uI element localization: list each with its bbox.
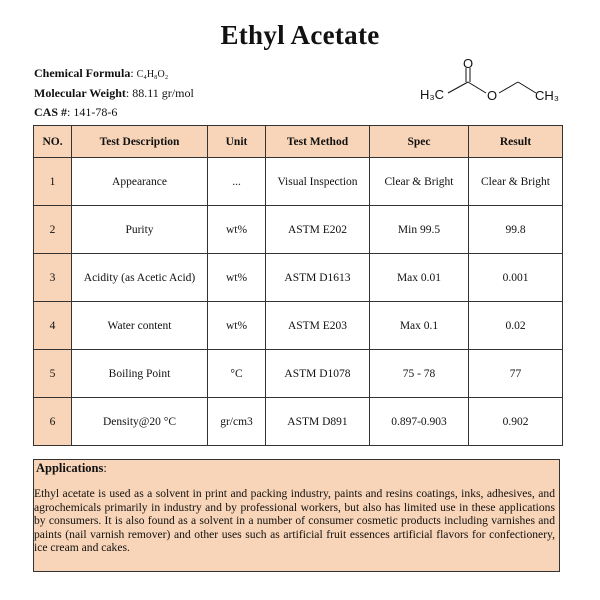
molecular-weight-value: 88.11 gr/mol xyxy=(132,86,194,100)
cell-description: Water content xyxy=(72,302,208,350)
cell-no: 2 xyxy=(34,206,72,254)
cell-description: Purity xyxy=(72,206,208,254)
spec-table xyxy=(33,125,563,446)
header-result: Result xyxy=(469,126,563,158)
applications-box xyxy=(33,459,560,572)
structural-formula xyxy=(418,58,568,108)
cell-unit: wt% xyxy=(208,254,266,302)
formula-value: C₄H₈O₂ xyxy=(136,69,169,80)
bond-line xyxy=(499,82,518,93)
table-row xyxy=(34,398,563,446)
applications-heading: Applications: xyxy=(36,461,107,475)
table-row xyxy=(34,302,563,350)
cell-no: 6 xyxy=(34,398,72,446)
bond-line xyxy=(518,82,536,93)
cas-value: 141-78-6 xyxy=(73,105,118,119)
table-row xyxy=(34,254,563,302)
cell-method: ASTM D1613 xyxy=(266,254,370,302)
table-row xyxy=(34,206,563,254)
cell-spec: 75 - 78 xyxy=(370,350,469,398)
header-unit: Unit xyxy=(208,126,266,158)
formula-row: Chemical Formula: C₄H₈O₂ xyxy=(34,66,169,80)
cell-method: ASTM D891 xyxy=(266,398,370,446)
applications-text: Ethyl acetate is used as a solvent in print and packing industry, paints and resins coatings, inks, adhesives, and agrochemicals primarily in industry and by professional workers, but also has limited use in these applications by consumers. It is also found as a solvent in a number of consumer cosmetic products including varnishes and paints (nail varnish remover) and other uses such as artificial fruit essences artificial flavors for confectionery, ice cream and cakes. xyxy=(34,487,555,555)
cell-no: 5 xyxy=(34,350,72,398)
cell-result: 0.902 xyxy=(469,398,563,446)
header-no: NO. xyxy=(34,126,72,158)
cell-method: Visual Inspection xyxy=(266,158,370,206)
cell-result: 77 xyxy=(469,350,563,398)
ester-oxygen-label: O xyxy=(487,88,498,103)
methyl-right-label: CH₃ xyxy=(535,88,560,103)
cell-description: Boiling Point xyxy=(72,350,208,398)
carbonyl-oxygen-label: O xyxy=(463,58,474,71)
cell-description: Density@20 °C xyxy=(72,398,208,446)
cell-unit: gr/cm3 xyxy=(208,398,266,446)
cas-label: CAS # xyxy=(34,105,68,119)
molecular-weight-row: Molecular Weight: 88.11 gr/mol xyxy=(34,86,194,100)
cell-method: ASTM E202 xyxy=(266,206,370,254)
molecular-weight-label: Molecular Weight xyxy=(34,86,126,100)
cell-method: ASTM D1078 xyxy=(266,350,370,398)
methyl-left-label: H₃C xyxy=(420,87,445,102)
cell-no: 3 xyxy=(34,254,72,302)
cell-unit: ... xyxy=(208,158,266,206)
header-test-method: Test Method xyxy=(266,126,370,158)
chemical-info xyxy=(34,64,194,122)
cell-unit: °C xyxy=(208,350,266,398)
bond-line xyxy=(448,82,468,93)
cell-result: 99.8 xyxy=(469,206,563,254)
cell-result: 0.001 xyxy=(469,254,563,302)
cas-row: CAS #: 141-78-6 xyxy=(34,105,118,119)
table-header-row xyxy=(34,126,563,158)
cell-description: Acidity (as Acetic Acid) xyxy=(72,254,208,302)
header-test-description: Test Description xyxy=(72,126,208,158)
cell-description: Appearance xyxy=(72,158,208,206)
cell-unit: wt% xyxy=(208,302,266,350)
cell-spec: Clear & Bright xyxy=(370,158,469,206)
cell-no: 4 xyxy=(34,302,72,350)
applications-title: Applications xyxy=(36,461,104,475)
cell-spec: Max 0.01 xyxy=(370,254,469,302)
cell-result: Clear & Bright xyxy=(469,158,563,206)
cell-no: 1 xyxy=(34,158,72,206)
cell-spec: 0.897-0.903 xyxy=(370,398,469,446)
cell-result: 0.02 xyxy=(469,302,563,350)
cell-method: ASTM E203 xyxy=(266,302,370,350)
page-title: Ethyl Acetate xyxy=(220,20,380,50)
formula-label: Chemical Formula xyxy=(34,66,131,80)
bond-line xyxy=(468,82,486,93)
cell-spec: Min 99.5 xyxy=(370,206,469,254)
header-spec: Spec xyxy=(370,126,469,158)
table-row xyxy=(34,350,563,398)
table-row xyxy=(34,158,563,206)
cell-spec: Max 0.1 xyxy=(370,302,469,350)
cell-unit: wt% xyxy=(208,206,266,254)
